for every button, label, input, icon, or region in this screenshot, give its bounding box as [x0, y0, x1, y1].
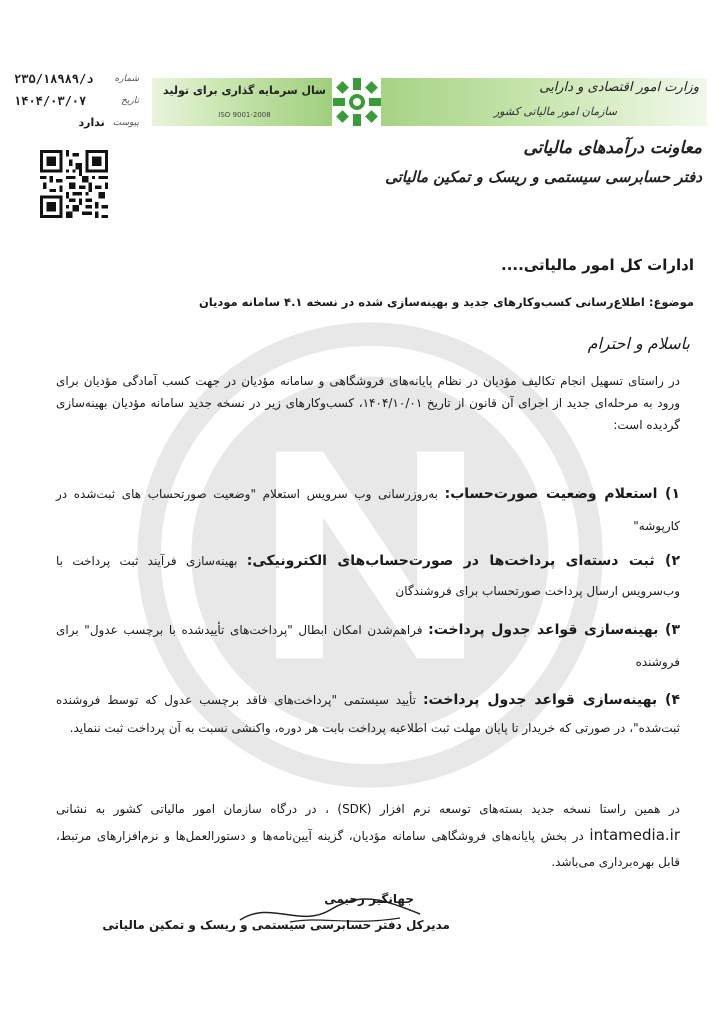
tax-organization-emblem-icon: [329, 74, 385, 130]
closing-paragraph: [56, 796, 680, 875]
qr-code-icon: [40, 150, 108, 218]
number-label: شماره: [114, 74, 139, 84]
item-1-text: به‌روزرسانی وب سرویس استعلام "وضعیت صورتحساب های ثبت‌شده در کارپوشه": [56, 487, 680, 533]
subject-line: موضوع: اطلاع‌رسانی کسب‌وکارهای جدید و بهینه‌سازی شده در نسخه ۴.۱ سامانه مودیان: [198, 295, 694, 309]
item-3-title: ۳) بهینه‌سازی قواعد جدول پرداخت:: [428, 622, 680, 638]
signatory-name: جهانگیر رحیمی: [324, 892, 414, 906]
letter-meta: [14, 68, 139, 134]
item-3-text: فراهم‌شدن امکان ابطال "پرداخت‌های تأییدشده با برچسب عدول" برای فروشنده: [56, 623, 680, 669]
website-link[interactable]: intamedia.ir: [589, 826, 680, 844]
item-4-title: ۴) بهینه‌سازی قواعد جدول پرداخت:: [422, 692, 680, 708]
item-2-title: ۲) ثبت دسته‌ای پرداخت‌ها در صورت‌حساب‌های الکترونیکی:: [246, 553, 680, 569]
letter-date: ۱۴۰۴/۰۳/۰۷: [14, 94, 87, 108]
number-row: [14, 68, 139, 90]
attachment-row: [14, 112, 139, 134]
attachment-value: ندارد: [78, 116, 105, 129]
greeting: باسلام و احترام: [587, 334, 690, 353]
letterhead-bar: [152, 74, 707, 132]
list-item-3: [56, 614, 680, 678]
office-title: دفتر حسابرسی سیستمی و ریسک و تمکین مالیاتی: [385, 168, 702, 186]
letter-number: د/۲۳۵/۱۸۹۸۹: [14, 72, 94, 86]
list-item-2: [56, 546, 680, 606]
closing-text-after-url: در بخش پایانه‌های فروشگاهی سامانه مؤدیان، گزینه آیین‌نامه‌ها و دستورالعمل‌ها و نرم‌افزارهای مرتبط، قابل بهره‌برداری می‌باشد.: [56, 829, 680, 869]
signatory-title: مدیرکل دفتر حسابرسی سیستمی و ریسک و تمکین مالیاتی: [102, 918, 450, 932]
iso-certificate: ISO 9001-2008: [218, 111, 271, 119]
item-4-text: تأیید سیستمی "پرداخت‌های فاقد برچسب عدول که توسط فروشنده ثبت‌شده"، در صورتی که خریدار تا پایان مهلت ثبت اطلاعیه پرداخت بابت هر دوره، واکنشی نسبت به آن پرداخت ثبت ننماید.: [56, 693, 680, 735]
year-slogan: سال سرمایه گذاری برای تولید: [163, 84, 326, 97]
list-item-4: [56, 686, 680, 742]
date-label: تاریخ: [121, 96, 139, 106]
item-1-title: ۱) استعلام وضعیت صورت‌حساب:: [444, 486, 680, 502]
ministry-name: وزارت امور اقتصادی و دارایی: [539, 80, 699, 95]
item-2-text: بهینه‌سازی فرآیند ثبت پرداخت با وب‌سرویس ارسال پرداخت صورتحساب برای فروشندگان: [56, 554, 680, 598]
list-item-1: [56, 478, 680, 542]
intro-paragraph: در راستای تسهیل انجام تکالیف مؤدیان در نظام پایانه‌های فروشگاهی و سامانه مؤدیان در جهت کسب آمادگی مؤدیان برای ورود به مرحله‌ای جدید از اجرای آن قانون از تاریخ ۱۴۰۴/۱۰/۰۱، کسب‌وکارهای زیر در نسخه جدید سامانه مؤدیان بهینه‌سازی گردیده است:: [56, 374, 680, 432]
date-row: [14, 90, 139, 112]
deputy-title: معاونت درآمدهای مالیاتی: [523, 138, 702, 158]
closing-text-before-url: در همین راستا نسخه جدید بسته‌های توسعه نرم افزار (SDK) ، در درگاه سازمان امور مالیاتی کشور به نشانی: [56, 802, 680, 816]
attachment-label: پیوست: [112, 118, 139, 128]
organization-name: سازمان امور مالیاتی کشور: [493, 105, 617, 118]
addressee: ادارات کل امور مالیاتی....: [501, 256, 694, 274]
